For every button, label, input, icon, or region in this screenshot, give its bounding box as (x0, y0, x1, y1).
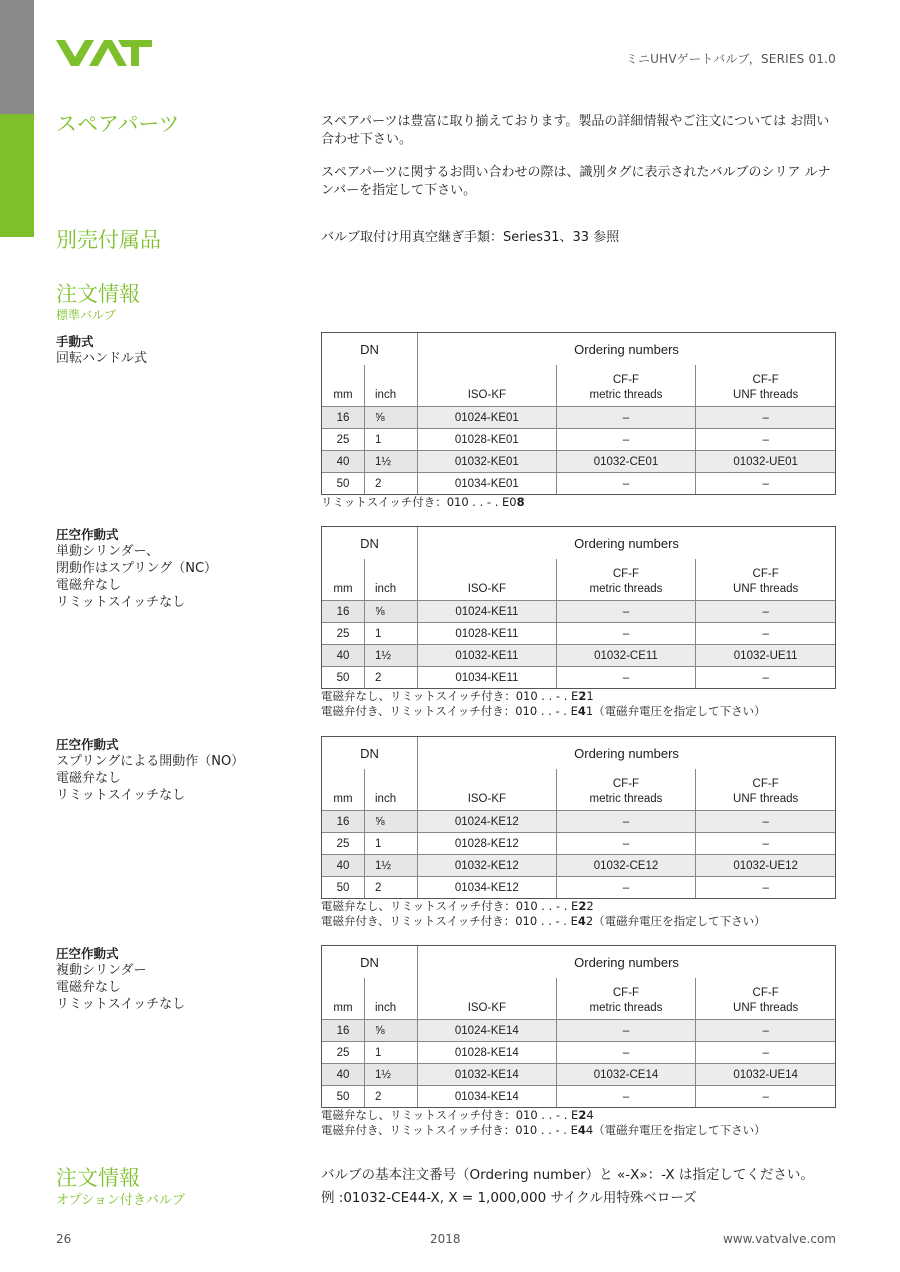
cf-unf-cell: – (696, 601, 836, 623)
ordering-numbers-header: Ordering numbers (418, 737, 836, 770)
spare-parts-heading: スペアパーツ (56, 112, 180, 136)
table-row (322, 855, 836, 877)
table-row (322, 1064, 836, 1086)
cf-unf-cell: – (696, 473, 836, 495)
table-row (322, 407, 836, 429)
block-label-bold: 手動式 (56, 334, 94, 349)
note-text: 4 (586, 1108, 594, 1122)
ordering-numbers-header: Ordering numbers (418, 333, 836, 366)
cf-metric-cell: – (556, 1042, 696, 1064)
cf-metric-cell: – (556, 1086, 696, 1108)
cf-metric-cell: 01032-CE12 (556, 855, 696, 877)
dn-header: DN (322, 737, 418, 770)
cf-unf-cell: – (696, 877, 836, 899)
iso-kf-header: ISO-KF (418, 978, 557, 1020)
sidebar-green-bar (0, 114, 34, 237)
dn-inch-cell: ⅝ (365, 601, 418, 623)
note-code-bold: 2 (578, 899, 587, 913)
cf-unf-cell: 01032-UE11 (696, 645, 836, 667)
table-note (321, 495, 525, 510)
sidebar-gray-bar (0, 0, 34, 114)
iso-kf-header: ISO-KF (418, 559, 557, 601)
ordering-subheading: 標準バルブ (56, 308, 117, 322)
mm-header: mm (322, 769, 365, 811)
table-row (322, 1042, 836, 1064)
table-row (322, 811, 836, 833)
mm-header: mm (322, 365, 365, 407)
cf-metric-header (556, 559, 696, 601)
cf-metric-cell: 01032-CE11 (556, 645, 696, 667)
iso-kf-cell: 01034-KE11 (418, 667, 557, 689)
note-text: 電磁弁なし、リミットスイッチ付き：010 . . - . E (321, 1108, 579, 1122)
dn-mm-cell: 25 (322, 1042, 365, 1064)
table-note (321, 899, 766, 914)
iso-kf-cell: 01032-KE11 (418, 645, 557, 667)
accessories-heading: 別売付属品 (56, 228, 161, 252)
table-note-group (321, 899, 766, 929)
cf-unf-header (696, 769, 836, 811)
cf-metric-header (556, 978, 696, 1020)
dn-header: DN (322, 946, 418, 979)
dn-inch-cell: ⅝ (365, 1020, 418, 1042)
dn-inch-cell: 1½ (365, 855, 418, 877)
iso-kf-cell: 01024-KE12 (418, 811, 557, 833)
iso-kf-cell: 01032-KE12 (418, 855, 557, 877)
inch-header: inch (365, 769, 418, 811)
cf-unf-cell: – (696, 833, 836, 855)
dn-inch-cell: 1½ (365, 1064, 418, 1086)
note-code-bold: 8 (516, 495, 525, 509)
cf-unf-cell: – (696, 1020, 836, 1042)
note-text: 電磁弁付き、リミットスイッチ付き：010 . . - . E (321, 1123, 578, 1137)
block-label-line: 単動シリンダー、 (56, 544, 159, 559)
dn-mm-cell: 40 (322, 451, 365, 473)
dn-inch-cell: ⅝ (365, 811, 418, 833)
dn-mm-cell: 16 (322, 811, 365, 833)
table-row (322, 833, 836, 855)
table-note-group (321, 689, 766, 719)
dn-inch-cell: 2 (365, 1086, 418, 1108)
dn-inch-cell: 2 (365, 877, 418, 899)
footer-url: www.vatvalve.com (722, 1232, 836, 1246)
dn-mm-cell: 40 (322, 1064, 365, 1086)
ordering-numbers-header: Ordering numbers (418, 527, 836, 560)
dn-mm-cell: 40 (322, 645, 365, 667)
cf-f-label: CF-F (752, 987, 779, 999)
cf-unf-cell: – (696, 429, 836, 451)
block-label-line: リミットスイッチなし (56, 595, 186, 610)
cf-unf-cell: 01032-UE01 (696, 451, 836, 473)
table-note (321, 914, 766, 929)
dn-mm-cell: 50 (322, 473, 365, 495)
note-text: 電磁弁なし、リミットスイッチ付き：010 . . - . E (321, 899, 579, 913)
note-code-bold: 4 (577, 1123, 586, 1137)
block-label-line: 電磁弁なし (56, 578, 122, 593)
cf-unf-cell: – (696, 623, 836, 645)
cf-metric-cell: – (556, 407, 696, 429)
cf-unf-cell: 01032-UE12 (696, 855, 836, 877)
dn-inch-cell: 2 (365, 667, 418, 689)
vat-logo (56, 40, 152, 66)
block-label-line: スプリングによる開動作（NO） (56, 754, 245, 769)
cf-unf-header (696, 365, 836, 407)
note-code-bold: 4 (577, 704, 586, 718)
dn-mm-cell: 16 (322, 1020, 365, 1042)
ordering-numbers-header: Ordering numbers (418, 946, 836, 979)
table-row (322, 429, 836, 451)
metric-threads-label: metric threads (589, 793, 663, 805)
dn-inch-cell: 1 (365, 623, 418, 645)
table-row (322, 1086, 836, 1108)
iso-kf-cell: 01024-KE14 (418, 1020, 557, 1042)
metric-threads-label: metric threads (589, 389, 663, 401)
block-label-line: 電磁弁なし (56, 771, 122, 786)
cf-unf-cell: 01032-UE14 (696, 1064, 836, 1086)
cf-unf-cell: – (696, 811, 836, 833)
dn-inch-cell: 1 (365, 833, 418, 855)
cf-metric-header (556, 365, 696, 407)
table-note-group (321, 1108, 766, 1138)
header-title: ミニUHVゲートバルブ，SERIES 01.0 (625, 52, 836, 66)
dn-inch-cell: 1½ (365, 645, 418, 667)
iso-kf-cell: 01034-KE12 (418, 877, 557, 899)
cf-f-label: CF-F (612, 778, 640, 790)
table-row (322, 601, 836, 623)
ordering-table (321, 736, 836, 899)
options-line2: 例 :01032-CE44-X, X = 1,000,000 サイクル用特殊ベローズ (321, 1190, 697, 1206)
cf-unf-cell: – (696, 667, 836, 689)
note-text: 2 (586, 899, 594, 913)
cf-metric-header (556, 769, 696, 811)
dn-inch-cell: 2 (365, 473, 418, 495)
ordering-table (321, 332, 836, 495)
dn-mm-cell: 16 (322, 601, 365, 623)
dn-header: DN (322, 527, 418, 560)
table-note (321, 1123, 766, 1138)
iso-kf-header: ISO-KF (418, 365, 557, 407)
table-row (322, 473, 836, 495)
cf-metric-cell: – (556, 429, 696, 451)
cf-metric-cell: – (556, 623, 696, 645)
inch-header: inch (365, 365, 418, 407)
cf-metric-cell: – (556, 601, 696, 623)
cf-f-label: CF-F (612, 568, 640, 580)
unf-threads-label: UNF threads (733, 793, 799, 805)
table-note (321, 704, 766, 719)
dn-mm-cell: 16 (322, 407, 365, 429)
dn-header: DN (322, 333, 418, 366)
note-code-bold: 2 (578, 689, 587, 703)
table-row (322, 667, 836, 689)
iso-kf-cell: 01028-KE01 (418, 429, 557, 451)
block-label-pneumatic-no (56, 736, 244, 804)
dn-mm-cell: 40 (322, 855, 365, 877)
iso-kf-cell: 01034-KE14 (418, 1086, 557, 1108)
table-row (322, 451, 836, 473)
note-text: 電磁弁なし、リミットスイッチ付き：010 . . - . E (321, 689, 579, 703)
table-row (322, 1020, 836, 1042)
iso-kf-cell: 01024-KE01 (418, 407, 557, 429)
dn-inch-cell: 1 (365, 429, 418, 451)
block-label-bold: 圧空作動式 (56, 527, 119, 542)
mm-header: mm (322, 559, 365, 601)
footer-year: 2018 (430, 1232, 461, 1246)
dn-mm-cell: 25 (322, 833, 365, 855)
cf-metric-cell: – (556, 473, 696, 495)
note-code-bold: 4 (577, 914, 586, 928)
note-text: リミットスイッチ付き：010 . . - . E0 (321, 495, 517, 509)
cf-f-label: CF-F (612, 374, 640, 386)
note-text: 電磁弁付き、リミットスイッチ付き：010 . . - . E (321, 704, 578, 718)
cf-metric-cell: – (556, 667, 696, 689)
ordering-heading: 注文情報 (56, 282, 140, 306)
iso-kf-header: ISO-KF (418, 769, 557, 811)
dn-mm-cell: 50 (322, 877, 365, 899)
dn-inch-cell: ⅝ (365, 407, 418, 429)
block-label-double-acting (56, 945, 185, 1013)
cf-unf-cell: – (696, 1086, 836, 1108)
note-text: 2（電磁弁電圧を指定して下さい） (585, 914, 766, 928)
metric-threads-label: metric threads (589, 1002, 663, 1014)
page-number: 26 (56, 1232, 72, 1246)
iso-kf-cell: 01032-KE01 (418, 451, 557, 473)
spare-parts-para2: スペアパーツに関するお問い合わせの際は、識別タグに表示されたバルブのシリア ルナンバーを指定して下さい。 (321, 165, 831, 198)
cf-unf-cell: – (696, 407, 836, 429)
block-label-manual (56, 333, 147, 367)
block-label-bold: 圧空作動式 (56, 737, 119, 752)
block-label-pneumatic-nc (56, 526, 217, 611)
cf-f-label: CF-F (752, 374, 779, 386)
iso-kf-cell: 01028-KE11 (418, 623, 557, 645)
accessories-text: バルブ取付け用真空継ぎ手類：Series31、33 参照 (321, 230, 620, 245)
dn-inch-cell: 1 (365, 1042, 418, 1064)
iso-kf-cell: 01028-KE12 (418, 833, 557, 855)
cf-metric-cell: – (556, 877, 696, 899)
cf-unf-cell: – (696, 1042, 836, 1064)
table-note (321, 689, 766, 704)
dn-mm-cell: 50 (322, 667, 365, 689)
cf-unf-header (696, 978, 836, 1020)
cf-metric-cell: – (556, 833, 696, 855)
table-row (322, 877, 836, 899)
dn-mm-cell: 25 (322, 429, 365, 451)
cf-f-label: CF-F (752, 568, 779, 580)
iso-kf-cell: 01034-KE01 (418, 473, 557, 495)
ordering-table (321, 945, 836, 1108)
iso-kf-cell: 01024-KE11 (418, 601, 557, 623)
cf-metric-cell: 01032-CE14 (556, 1064, 696, 1086)
cf-f-label: CF-F (752, 778, 779, 790)
dn-inch-cell: 1½ (365, 451, 418, 473)
iso-kf-cell: 01032-KE14 (418, 1064, 557, 1086)
note-code-bold: 2 (578, 1108, 587, 1122)
cf-metric-cell: – (556, 1020, 696, 1042)
cf-metric-cell: 01032-CE01 (556, 451, 696, 473)
block-label-line: 回転ハンドル式 (56, 351, 148, 366)
metric-threads-label: metric threads (589, 583, 663, 595)
table-note (321, 1108, 766, 1123)
options-heading: 注文情報 (56, 1166, 140, 1190)
block-label-line: 電磁弁なし (56, 980, 122, 995)
cf-f-label: CF-F (612, 987, 640, 999)
block-label-line: リミットスイッチなし (56, 997, 186, 1012)
note-text: 電磁弁付き、リミットスイッチ付き：010 . . - . E (321, 914, 578, 928)
iso-kf-cell: 01028-KE14 (418, 1042, 557, 1064)
note-text: 4（電磁弁電圧を指定して下さい） (585, 1123, 766, 1137)
note-text: 1 (586, 689, 594, 703)
options-line1: バルブの基本注文番号（Ordering number）と «-X»：-X は指定してください。 (321, 1167, 814, 1183)
block-label-line: 複動シリンダー (56, 963, 147, 978)
unf-threads-label: UNF threads (733, 583, 799, 595)
dn-mm-cell: 25 (322, 623, 365, 645)
table-note-group (321, 495, 525, 510)
block-label-bold: 圧空作動式 (56, 946, 119, 961)
inch-header: inch (365, 559, 418, 601)
table-row (322, 645, 836, 667)
cf-metric-cell: – (556, 811, 696, 833)
note-text: 1（電磁弁電圧を指定して下さい） (585, 704, 766, 718)
unf-threads-label: UNF threads (733, 1002, 799, 1014)
cf-unf-header (696, 559, 836, 601)
spare-parts-para1: スペアパーツは豊富に取り揃えております。製品の詳細情報やご注文については お問い合わせ下さい。 (321, 114, 830, 147)
block-label-line: 閉動作はスプリング（NC） (56, 561, 218, 576)
options-subheading: オプション付きバルブ (56, 1193, 185, 1208)
table-row (322, 623, 836, 645)
unf-threads-label: UNF threads (733, 389, 799, 401)
dn-mm-cell: 50 (322, 1086, 365, 1108)
mm-header: mm (322, 978, 365, 1020)
ordering-table (321, 526, 836, 689)
inch-header: inch (365, 978, 418, 1020)
block-label-line: リミットスイッチなし (56, 788, 186, 803)
